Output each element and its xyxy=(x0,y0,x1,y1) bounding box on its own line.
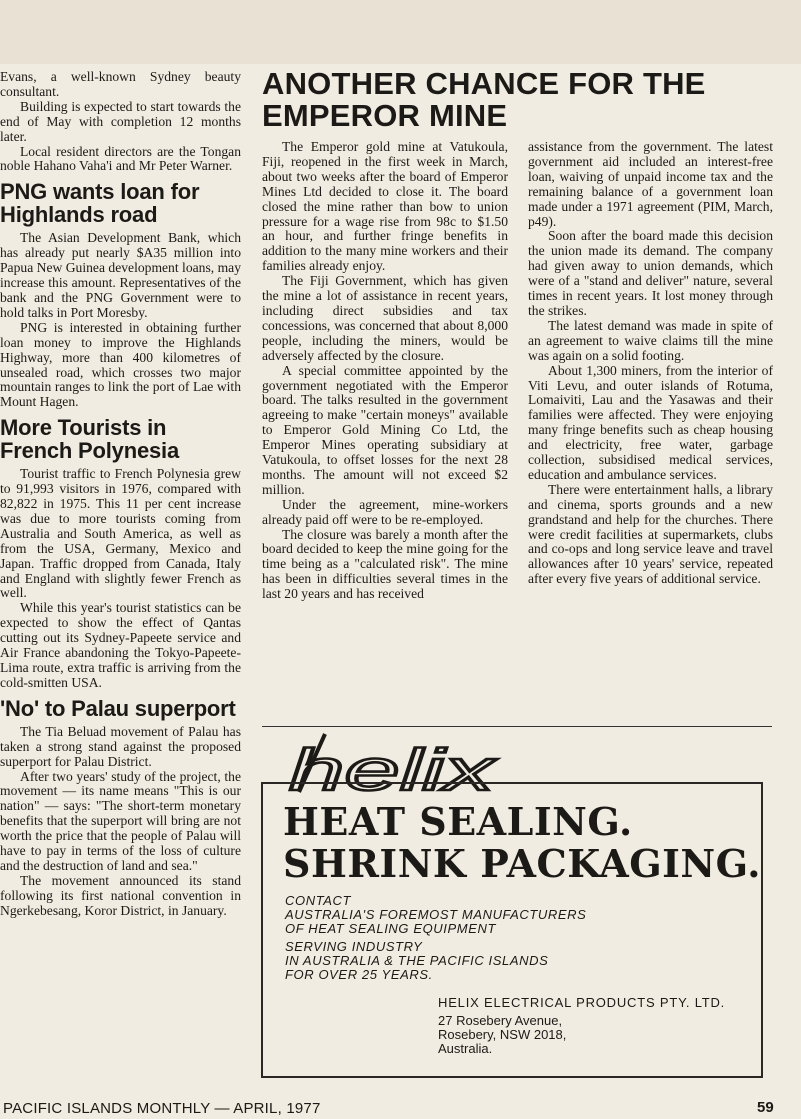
ad-contact-line: OF HEAT SEALING EQUIPMENT xyxy=(285,921,496,936)
article-paragraph: Under the agreement, mine-workers already paid off were to be re-employed. xyxy=(262,496,508,527)
ad-company-name: HELIX ELECTRICAL PRODUCTS PTY. LTD. xyxy=(438,995,726,1010)
ad-shrink-packaging: SHRINK PACKAGING. xyxy=(283,841,761,886)
ad-address-line: Australia. xyxy=(438,1041,493,1056)
article-paragraph: Soon after the board made this decision the union made its demand. The company had given away to union demands, which were of a "stand and deliver" nature, several times in recent years. It lost money through the strikes. xyxy=(528,228,773,318)
article-paragraph: Tourist traffic to French Polynesia grew to 91,993 visitors in 1976, compared with 82,822 in 1975. This 11 per cent increase was due to more tourists coming from Australia and South America, as well as from the USA, Germany, Mexico and Japan. Traffic dropped from Canada, Italy and England with slightly fewer French as well. xyxy=(0,466,241,601)
ad-serving-line: FOR OVER 25 YEARS. xyxy=(285,967,433,982)
article-paragraph: The Tia Beluad movement of Palau has taken a strong stand against the proposed superport for Palau District. xyxy=(0,723,241,769)
helix-logo-text: helix xyxy=(289,738,498,794)
ad-address-line: Rosebery, NSW 2018, xyxy=(438,1027,567,1042)
png-loan-headline: PNG wants loan for Highlands road xyxy=(0,179,200,228)
ad-serving-line: IN AUSTRALIA & THE PACIFIC ISLANDS xyxy=(285,953,549,968)
article-paragraph: The Asian Development Bank, which has already put nearly $A35 million into Papua New Guinea development loans, may increase this amount. Representatives of the bank and the PNG Government were to hold talks in Port Moresby. xyxy=(0,230,241,320)
page-number: 59 xyxy=(757,1099,774,1116)
tourists-headline: More Tourists in French Polynesia xyxy=(0,415,179,464)
article-paragraph: The Fiji Government, which has given the mine a lot of assistance in recent years, including direct subsidies and tax concessions, was concerned that about 8,000 people, including the miners, would be adversely affected by the closure. xyxy=(262,273,508,363)
ad-contact-block xyxy=(285,894,586,936)
article-paragraph: The movement announced its stand following its first national convention in Ngerkebesang, Koror District, in January. xyxy=(0,872,241,918)
article-paragraph: Local resident directors are the Tongan noble Hahano Vaha'i and Mr Peter Warner. xyxy=(0,143,241,174)
article-paragraph: assistance from the government. The latest government aid included an interest-free loan, waiving of unpaid income tax and the remaining balance of a government loan made under a 1971 agreement (PIM, March, p49). xyxy=(528,139,773,229)
article-paragraph: The closure was barely a month after the board decided to keep the mine going for the time being as a "calculated risk". The mine has been in difficulties several times in the last 20 years and has received xyxy=(262,526,508,602)
ad-contact-line: CONTACT xyxy=(285,893,352,908)
ad-heat-sealing: HEAT SEALING. xyxy=(283,799,633,844)
ad-serving-block xyxy=(285,940,548,982)
palau-headline: 'No' to Palau superport xyxy=(0,695,236,721)
ad-company-block xyxy=(438,996,725,1056)
continued-paragraph: Evans, a well-known Sydney beauty consultant. xyxy=(0,69,241,99)
publication-footer: PACIFIC ISLANDS MONTHLY — APRIL, 1977 xyxy=(3,1100,321,1117)
article-divider xyxy=(262,726,772,727)
page-top-band xyxy=(0,0,801,64)
article-paragraph: Building is expected to start towards the end of May with completion 12 months later. xyxy=(0,98,241,144)
main-article-column-1 xyxy=(262,140,508,602)
article-paragraph: About 1,300 miners, from the interior of Viti Levu, and outer islands of Rotuma, Lomaiviti, Lau and the Yasawas and their families were affected. They were enjoying many fringe benefits such as cheap housing and electricity, free water, garbage collection, subsidised medical services, education and ambulance services. xyxy=(528,362,773,482)
ad-serving-line: SERVING INDUSTRY xyxy=(285,939,423,954)
article-paragraph: The Emperor gold mine at Vatukoula, Fiji, reopened in the first week in March, about two weeks after the board of Emperor Mines Ltd decided to close it. The board closed the mine rather than bow to union pressure for a wage rise from 98c to $1.50 an hour, and further fringe benefits in addition to the many mine workers and their families already enjoy. xyxy=(262,139,508,274)
main-article-column-2 xyxy=(528,140,773,587)
helix-advertisement xyxy=(261,782,763,1078)
article-paragraph: A special committee appointed by the government negotiated with the Emperor board. The talks resulted in the government agreeing to make "certain moneys" available to Emperor Gold Mining Co Ltd, the Emperor Mines operating subsidiary at Vatukoula, to offset losses for the next 28 months. The amount will not exceed $2 million. xyxy=(262,362,508,497)
article-paragraph: There were entertainment halls, a library and cinema, sports grounds and a new grandstand and help for the churches. There were credit facilities at supermarkets, clubs and co-ops and long service leave and travel allowances after 10 years' service, repeated after every five years of additional service. xyxy=(528,481,773,587)
main-headline: ANOTHER CHANCE FOR THE EMPEROR MINE xyxy=(262,66,706,133)
ad-address-line: 27 Rosebery Avenue, xyxy=(438,1013,563,1028)
article-paragraph: The latest demand was made in spite of an agreement to waive claims till the mine was again on a solid footing. xyxy=(528,317,773,363)
ad-contact-line: AUSTRALIA'S FOREMOST MANUFACTURERS xyxy=(285,907,587,922)
article-paragraph: PNG is interested in obtaining further loan money to improve the Highlands Highway, more than 400 kilometres of unsealed road, which crosses two major mountain ranges to link the port of Lae with Mount Hagen. xyxy=(0,319,241,410)
left-column xyxy=(0,70,241,919)
article-paragraph: While this year's tourist statistics can be expected to show the effect of Qantas cutting out its Sydney-Papeete service and Air France abandoning the Tokyo-Papeete-Lima route, extra traffic is arriving from the cold-smitten USA. xyxy=(0,600,241,690)
article-paragraph: After two years' study of the project, the movement — its name means "This is our nation" — says: "The short-term monetary benefits that the superport will bring are not worth the price that the people of Palau will have to pay in terms of the loss of culture and the destruction of land and sea." xyxy=(0,768,241,873)
